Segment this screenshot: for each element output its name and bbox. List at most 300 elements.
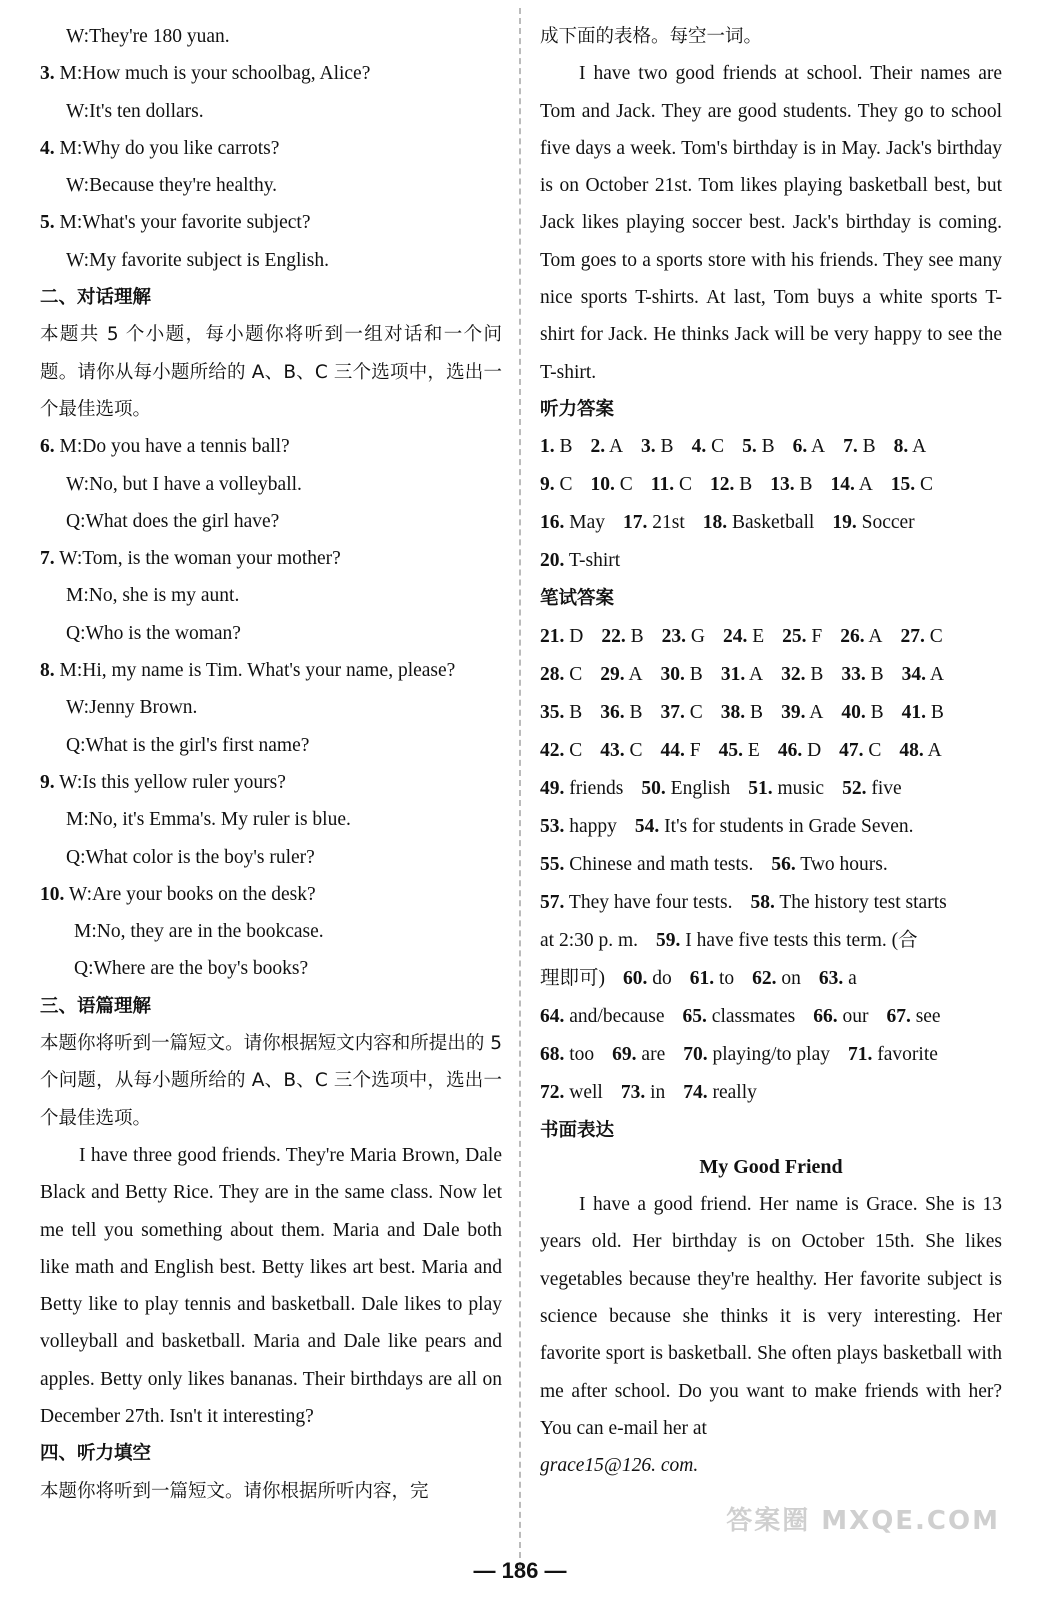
section-intro-fill: 本题你将听到一篇短文。请你根据所听内容，完 bbox=[40, 1480, 429, 1502]
answer-value: really bbox=[712, 1081, 757, 1103]
line-text: M:Do you have a tennis ball? bbox=[54, 436, 290, 458]
answer-item bbox=[623, 504, 685, 542]
right-column bbox=[540, 18, 1002, 1485]
line-text: W:They're 180 yuan. bbox=[66, 26, 230, 47]
dialog-lines-part2 bbox=[40, 428, 502, 987]
listening-answers bbox=[540, 428, 1002, 580]
answer-number: 1. bbox=[540, 436, 555, 458]
line-text: Q:What does the girl have? bbox=[66, 510, 280, 532]
answer-item bbox=[690, 960, 734, 998]
answer-number: 53. bbox=[540, 815, 565, 837]
listening-answers-heading: 听力答案 bbox=[540, 398, 615, 420]
answer-number: 69. bbox=[612, 1043, 637, 1065]
answer-row bbox=[540, 960, 1002, 998]
answer-number: 12. bbox=[709, 474, 735, 496]
dialog-lines-part1 bbox=[40, 18, 502, 279]
answer-row bbox=[540, 504, 1002, 542]
answer-item bbox=[842, 770, 902, 808]
answer-row bbox=[540, 656, 1002, 694]
answer-value: Two hours. bbox=[800, 853, 888, 875]
answer-number: 60. bbox=[623, 967, 648, 989]
answer-value: C bbox=[619, 474, 633, 496]
answer-number: 28. bbox=[540, 663, 565, 685]
answer-value: C bbox=[629, 739, 643, 761]
answer-value: A bbox=[749, 663, 764, 685]
answer-item bbox=[840, 618, 882, 656]
answer-value: B bbox=[930, 701, 944, 723]
answer-item bbox=[770, 466, 812, 504]
dialog-line bbox=[40, 764, 502, 801]
email-address: grace15@126. com. bbox=[540, 1455, 699, 1477]
answer-row bbox=[540, 846, 1002, 884]
answer-row bbox=[540, 618, 1002, 656]
answer-item bbox=[623, 960, 672, 998]
answer-value: Soccer bbox=[861, 512, 915, 534]
answer-value: B bbox=[739, 474, 753, 496]
answer-value: C bbox=[929, 625, 943, 647]
answer-item bbox=[662, 618, 705, 656]
dialog-line bbox=[40, 167, 502, 204]
written-answers-heading: 笔试答案 bbox=[540, 588, 615, 610]
answer-number: 73. bbox=[620, 1081, 646, 1103]
answer-number: 7. bbox=[843, 436, 858, 458]
answer-number: 38. bbox=[720, 701, 746, 723]
answer-item bbox=[600, 656, 642, 694]
answer-item bbox=[612, 1036, 665, 1074]
answer-number: 22. bbox=[601, 625, 626, 647]
answer-number: 10. bbox=[590, 474, 615, 496]
answer-item bbox=[661, 732, 701, 770]
answer-number: 58. bbox=[750, 891, 775, 913]
answer-number: 30. bbox=[660, 663, 685, 685]
answer-item bbox=[600, 694, 642, 732]
answer-item bbox=[692, 428, 725, 466]
answer-row bbox=[540, 808, 1002, 846]
dialog-line bbox=[40, 913, 502, 950]
line-text: W:Are your books on the desk? bbox=[64, 883, 316, 905]
answer-number: 6. bbox=[792, 436, 808, 458]
answer-value: B bbox=[870, 701, 884, 723]
answer-value: friends bbox=[569, 777, 624, 799]
answer-number: 34. bbox=[901, 663, 926, 685]
answer-item bbox=[661, 656, 703, 694]
answer-number: 5. bbox=[742, 436, 757, 458]
line-text: W:Tom, is the woman your mother? bbox=[54, 548, 341, 570]
answer-item bbox=[710, 466, 752, 504]
answer-item bbox=[651, 466, 692, 504]
answer-number: 16. bbox=[540, 512, 565, 534]
answer-item bbox=[771, 846, 887, 884]
answer-value: A bbox=[912, 436, 927, 458]
answer-value: playing/to play bbox=[712, 1043, 831, 1065]
dialog-line bbox=[40, 428, 502, 465]
page-number: — 186 — bbox=[473, 1558, 567, 1583]
answer-number: 63. bbox=[818, 967, 844, 989]
answer-row bbox=[540, 922, 1002, 960]
answer-row bbox=[540, 428, 1002, 466]
answer-value: English bbox=[670, 777, 731, 799]
answer-number: 66. bbox=[813, 1005, 838, 1027]
answer-number: 45. bbox=[718, 739, 744, 761]
answer-value: B bbox=[862, 436, 876, 458]
answer-value: too bbox=[569, 1043, 595, 1065]
watermark-logo: 答案圈 MXQE.COM bbox=[726, 1506, 1000, 1536]
answer-number: 33. bbox=[841, 663, 866, 685]
answer-item bbox=[781, 656, 823, 694]
answer-item bbox=[793, 428, 826, 466]
line-text: Q:Who is the woman? bbox=[66, 622, 241, 644]
answer-item bbox=[742, 428, 775, 466]
answer-number: 23. bbox=[661, 625, 686, 647]
answer-number: 20. bbox=[540, 550, 565, 572]
dialog-line bbox=[40, 615, 502, 652]
answer-value: E bbox=[752, 625, 765, 647]
question-number: 7. bbox=[40, 548, 55, 570]
answer-number: 27. bbox=[900, 625, 925, 647]
answer-number: 67. bbox=[886, 1005, 911, 1027]
answer-value: E bbox=[747, 739, 760, 761]
intro-continued: 成下面的表格。每空一词。 bbox=[540, 26, 763, 47]
answer-number: 72. bbox=[540, 1081, 565, 1103]
dialog-line bbox=[40, 93, 502, 130]
answer-value: A bbox=[858, 474, 873, 496]
answer-value: T-shirt bbox=[568, 550, 621, 572]
dialog-line bbox=[40, 577, 502, 614]
answer-item bbox=[752, 960, 801, 998]
answer-value: do bbox=[652, 967, 672, 989]
answer-value: C bbox=[711, 436, 725, 458]
question-number: 3. bbox=[40, 63, 55, 85]
answer-item bbox=[591, 428, 624, 466]
answer-number: 26. bbox=[840, 625, 865, 647]
dialog-line bbox=[40, 55, 502, 92]
answer-item bbox=[540, 770, 623, 808]
answer-value: I have five tests this term. (合 bbox=[685, 929, 918, 951]
written-answers bbox=[540, 618, 1002, 1112]
answer-value: are bbox=[641, 1043, 666, 1065]
answer-row bbox=[540, 1036, 1002, 1074]
answer-item bbox=[540, 656, 582, 694]
line-text: Q:What is the girl's first name? bbox=[66, 734, 310, 756]
answer-value: D bbox=[807, 739, 822, 761]
answer-item bbox=[661, 694, 703, 732]
answer-value: C bbox=[559, 474, 573, 496]
answer-value: B bbox=[810, 663, 824, 685]
section-heading-dialog: 二、对话理解 bbox=[40, 287, 152, 309]
answer-item bbox=[781, 694, 823, 732]
answer-value: B bbox=[559, 436, 573, 458]
answer-number: 29. bbox=[600, 663, 625, 685]
answer-item bbox=[540, 428, 573, 466]
answer-item bbox=[843, 428, 876, 466]
answer-row bbox=[540, 998, 1002, 1036]
answer-item bbox=[540, 1036, 594, 1074]
question-number: 8. bbox=[40, 660, 55, 682]
question-number: 4. bbox=[40, 137, 55, 159]
answer-value: to bbox=[719, 967, 735, 989]
dialog-line bbox=[40, 652, 502, 689]
answer-number: 55. bbox=[540, 853, 565, 875]
writing-heading: 书面表达 bbox=[540, 1119, 615, 1141]
dialog-line bbox=[40, 801, 502, 838]
answer-number: 36. bbox=[600, 701, 625, 723]
answer-number: 21. bbox=[540, 625, 565, 647]
answer-number: 11. bbox=[650, 474, 675, 496]
answer-number: 24. bbox=[722, 625, 748, 647]
section-heading-fill: 四、听力填空 bbox=[40, 1443, 152, 1465]
column-divider bbox=[519, 8, 521, 1568]
answer-value: F bbox=[689, 739, 701, 761]
answer-number: 2. bbox=[590, 436, 606, 458]
answer-number: 35. bbox=[540, 701, 565, 723]
answer-number: 42. bbox=[540, 739, 565, 761]
answer-item bbox=[721, 694, 763, 732]
answer-item bbox=[540, 504, 605, 542]
answer-item bbox=[819, 960, 857, 998]
answer-item bbox=[540, 1074, 603, 1112]
answer-number: 52. bbox=[842, 777, 867, 799]
answer-item bbox=[540, 808, 617, 846]
answer-item bbox=[778, 732, 821, 770]
answer-number: 48. bbox=[899, 739, 924, 761]
line-text: M:Why do you like carrots? bbox=[54, 137, 280, 159]
answer-row bbox=[540, 884, 1002, 922]
answer-value: Basketball bbox=[732, 512, 815, 534]
answer-item bbox=[540, 998, 665, 1036]
answer-item bbox=[902, 656, 944, 694]
question-number: 10. bbox=[40, 883, 65, 905]
answer-item bbox=[540, 960, 605, 998]
answer-item bbox=[719, 732, 760, 770]
answer-number: 59. bbox=[656, 929, 681, 951]
answer-number: 3. bbox=[641, 436, 656, 458]
answer-item bbox=[902, 694, 944, 732]
line-text: W:Because they're healthy. bbox=[66, 175, 278, 197]
section-heading-passage: 三、语篇理解 bbox=[40, 995, 152, 1017]
left-column bbox=[40, 18, 502, 1510]
answer-number: 57. bbox=[540, 891, 565, 913]
answer-number: 13. bbox=[770, 474, 795, 496]
answer-number: 14. bbox=[830, 474, 855, 496]
answer-item bbox=[635, 808, 914, 846]
answer-value: A bbox=[628, 663, 643, 685]
answer-value: A bbox=[929, 663, 944, 685]
answer-value: B bbox=[689, 663, 703, 685]
section-intro-passage: 本题你将听到一篇短文。请你根据短文内容和所提出的 5 个问题，从每小题所给的 A、B、C 三个选项中，选出一个最佳选项。 bbox=[40, 1033, 502, 1129]
line-text: M:No, she is my aunt. bbox=[66, 585, 240, 607]
answer-number: 47. bbox=[839, 739, 864, 761]
answer-number: 37. bbox=[660, 701, 685, 723]
answer-value: G bbox=[690, 625, 705, 647]
line-text: M:What's your favorite subject? bbox=[54, 212, 311, 234]
answer-item bbox=[891, 466, 933, 504]
answer-item bbox=[540, 846, 753, 884]
answer-item bbox=[723, 618, 764, 656]
answer-number: 39. bbox=[781, 701, 806, 723]
answer-item bbox=[540, 466, 573, 504]
answer-number: 70. bbox=[683, 1043, 708, 1065]
answer-item bbox=[683, 1036, 830, 1074]
answer-item bbox=[901, 618, 943, 656]
line-text: Q:What color is the boy's ruler? bbox=[66, 846, 315, 868]
answer-item bbox=[540, 732, 582, 770]
answer-item bbox=[641, 428, 674, 466]
answer-number: 68. bbox=[540, 1043, 565, 1065]
answer-item bbox=[703, 504, 815, 542]
line-text: M:Hi, my name is Tim. What's your name, please? bbox=[54, 660, 456, 682]
answer-value: in bbox=[650, 1081, 666, 1103]
question-number: 5. bbox=[40, 212, 55, 234]
answer-value: A bbox=[608, 436, 624, 458]
answer-value: B bbox=[750, 701, 764, 723]
answer-value: May bbox=[569, 512, 605, 534]
answer-item bbox=[813, 998, 868, 1036]
answer-item bbox=[601, 618, 643, 656]
answer-number: 17. bbox=[623, 512, 648, 534]
answer-value: on bbox=[781, 967, 801, 989]
answer-item bbox=[683, 1074, 757, 1112]
answer-row bbox=[540, 1074, 1002, 1112]
answer-number: 44. bbox=[660, 739, 685, 761]
answer-item bbox=[750, 884, 946, 922]
answer-value: C bbox=[678, 474, 692, 496]
answer-number: 74. bbox=[683, 1081, 708, 1103]
dialog-line bbox=[40, 466, 502, 503]
answer-value: C bbox=[868, 739, 882, 761]
answer-value: see bbox=[915, 1005, 941, 1027]
answer-value: C bbox=[920, 474, 934, 496]
answer-item bbox=[721, 656, 763, 694]
answer-value: It's for students in Grade Seven. bbox=[664, 815, 914, 837]
answer-number: 19. bbox=[832, 512, 857, 534]
answer-value: A bbox=[868, 625, 883, 647]
answer-value: F bbox=[811, 625, 823, 647]
answer-value: a bbox=[848, 967, 857, 989]
answer-item bbox=[748, 770, 824, 808]
answer-value: happy bbox=[569, 815, 617, 837]
answer-row bbox=[540, 542, 1002, 580]
answer-item bbox=[886, 998, 940, 1036]
answer-number: 15. bbox=[890, 474, 916, 496]
answer-value: The history test starts bbox=[779, 891, 947, 913]
answer-value: B bbox=[569, 701, 583, 723]
answer-value: five bbox=[871, 777, 902, 799]
essay-title: My Good Friend bbox=[699, 1155, 843, 1178]
passage-text: I have three good friends. They're Maria Brown, Dale Black and Betty Rice. They are in the same class. Now let me tell you something about them. Maria and Dale both like math and English best. Betty likes art best. Maria and Betty like to play tennis and basketball. Dale likes to play volleyball and basketball. Maria and Dale like pears and apples. Betty only likes bananas. Their birthdays are all on December 27th. Isn't it interesting? bbox=[40, 1144, 502, 1427]
answer-number: 62. bbox=[752, 967, 777, 989]
answer-number: 54. bbox=[634, 815, 660, 837]
question-number: 9. bbox=[40, 771, 55, 793]
line-text: M:No, they are in the bookcase. bbox=[74, 921, 324, 943]
dialog-line bbox=[40, 204, 502, 241]
answer-item bbox=[656, 922, 918, 960]
answer-value: classmates bbox=[711, 1005, 796, 1027]
dialog-line bbox=[40, 839, 502, 876]
answer-item bbox=[540, 542, 620, 580]
answer-number: 9. bbox=[540, 474, 555, 496]
answer-item bbox=[591, 466, 633, 504]
answer-number: 65. bbox=[682, 1005, 707, 1027]
answer-value: D bbox=[569, 625, 584, 647]
answer-value: 理即可) bbox=[540, 967, 605, 989]
answer-value: 21st bbox=[652, 512, 685, 534]
answer-value: A bbox=[809, 701, 824, 723]
answer-number: 43. bbox=[600, 739, 625, 761]
answer-number: 56. bbox=[771, 853, 796, 875]
answer-item bbox=[540, 694, 582, 732]
answer-value: C bbox=[689, 701, 703, 723]
answer-value: Chinese and math tests. bbox=[569, 853, 754, 875]
answer-number: 4. bbox=[691, 436, 707, 458]
answer-value: at 2:30 p. m. bbox=[540, 929, 639, 951]
answer-row bbox=[540, 694, 1002, 732]
answer-row bbox=[540, 770, 1002, 808]
answer-value: B bbox=[870, 663, 884, 685]
answer-number: 64. bbox=[540, 1005, 565, 1027]
dialog-line bbox=[40, 689, 502, 726]
answer-number: 51. bbox=[748, 777, 773, 799]
answer-number: 61. bbox=[689, 967, 715, 989]
answer-item bbox=[841, 656, 883, 694]
answer-number: 50. bbox=[641, 777, 666, 799]
answer-item bbox=[832, 504, 914, 542]
answer-value: and/because bbox=[569, 1005, 665, 1027]
answer-item bbox=[641, 770, 730, 808]
line-text: M:No, it's Emma's. My ruler is blue. bbox=[66, 809, 351, 831]
answer-number: 40. bbox=[841, 701, 866, 723]
essay-text: I have a good friend. Her name is Grace. She is 13 years old. Her birthday is on October 15th. She likes vegetables because they're healthy. Her favorite subject is science because she thinks it is very interesting. Her favorite sport is basketball. She often plays basketball with me after school. Do you want to make friends with her? You can e-mail her at bbox=[540, 1194, 1002, 1439]
line-text: W:My favorite subject is English. bbox=[66, 249, 330, 271]
answer-value: music bbox=[777, 777, 825, 799]
fill-passage: I have two good friends at school. Their names are Tom and Jack. They are good students. They go to school five days a week. Tom's birthday is in May. Jack's birthday is on October 21st. Tom likes playing basketball best, but Jack likes playing soccer best. Jack's birthday is coming. Tom goes to a sports store with his friends. They see many nice sports T-shirts. At last, Tom buys a white sports T-shirt for Jack. He thinks Jack will be very happy to see the T-shirt. bbox=[540, 63, 1002, 383]
answer-value: C bbox=[569, 739, 583, 761]
answer-row bbox=[540, 732, 1002, 770]
answer-value: A bbox=[811, 436, 826, 458]
answer-value: A bbox=[927, 739, 942, 761]
dialog-line bbox=[40, 503, 502, 540]
answer-item bbox=[540, 922, 638, 960]
answer-value: B bbox=[660, 436, 674, 458]
line-text: W:Jenny Brown. bbox=[66, 697, 198, 719]
answer-number: 31. bbox=[720, 663, 746, 685]
line-text: W:No, but I have a volleyball. bbox=[66, 473, 302, 495]
answer-number: 49. bbox=[540, 777, 565, 799]
answer-item bbox=[831, 466, 873, 504]
answer-item bbox=[540, 884, 732, 922]
answer-value: our bbox=[842, 1005, 869, 1027]
answer-row bbox=[540, 466, 1002, 504]
answer-value: B bbox=[799, 474, 813, 496]
dialog-line bbox=[40, 950, 502, 987]
question-number: 6. bbox=[40, 436, 55, 458]
answer-value: B bbox=[761, 436, 775, 458]
answer-value: B bbox=[630, 625, 644, 647]
dialog-line bbox=[40, 18, 502, 55]
answer-item bbox=[848, 1036, 938, 1074]
line-text: W:Is this yellow ruler yours? bbox=[54, 771, 286, 793]
answer-number: 25. bbox=[782, 625, 807, 647]
answer-value: favorite bbox=[877, 1043, 938, 1065]
answer-number: 41. bbox=[901, 701, 926, 723]
answer-item bbox=[600, 732, 642, 770]
section-intro-dialog: 本题共 5 个小题，每小题你将听到一组对话和一个问题。请你从每小题所给的 A、B、C 三个选项中，选出一个最佳选项。 bbox=[40, 324, 502, 420]
line-text: Q:Where are the boy's books? bbox=[74, 958, 309, 980]
dialog-line bbox=[40, 242, 502, 279]
line-text: M:How much is your schoolbag, Alice? bbox=[54, 63, 371, 85]
answer-item bbox=[894, 428, 927, 466]
answer-item bbox=[839, 732, 881, 770]
answer-item bbox=[683, 998, 796, 1036]
